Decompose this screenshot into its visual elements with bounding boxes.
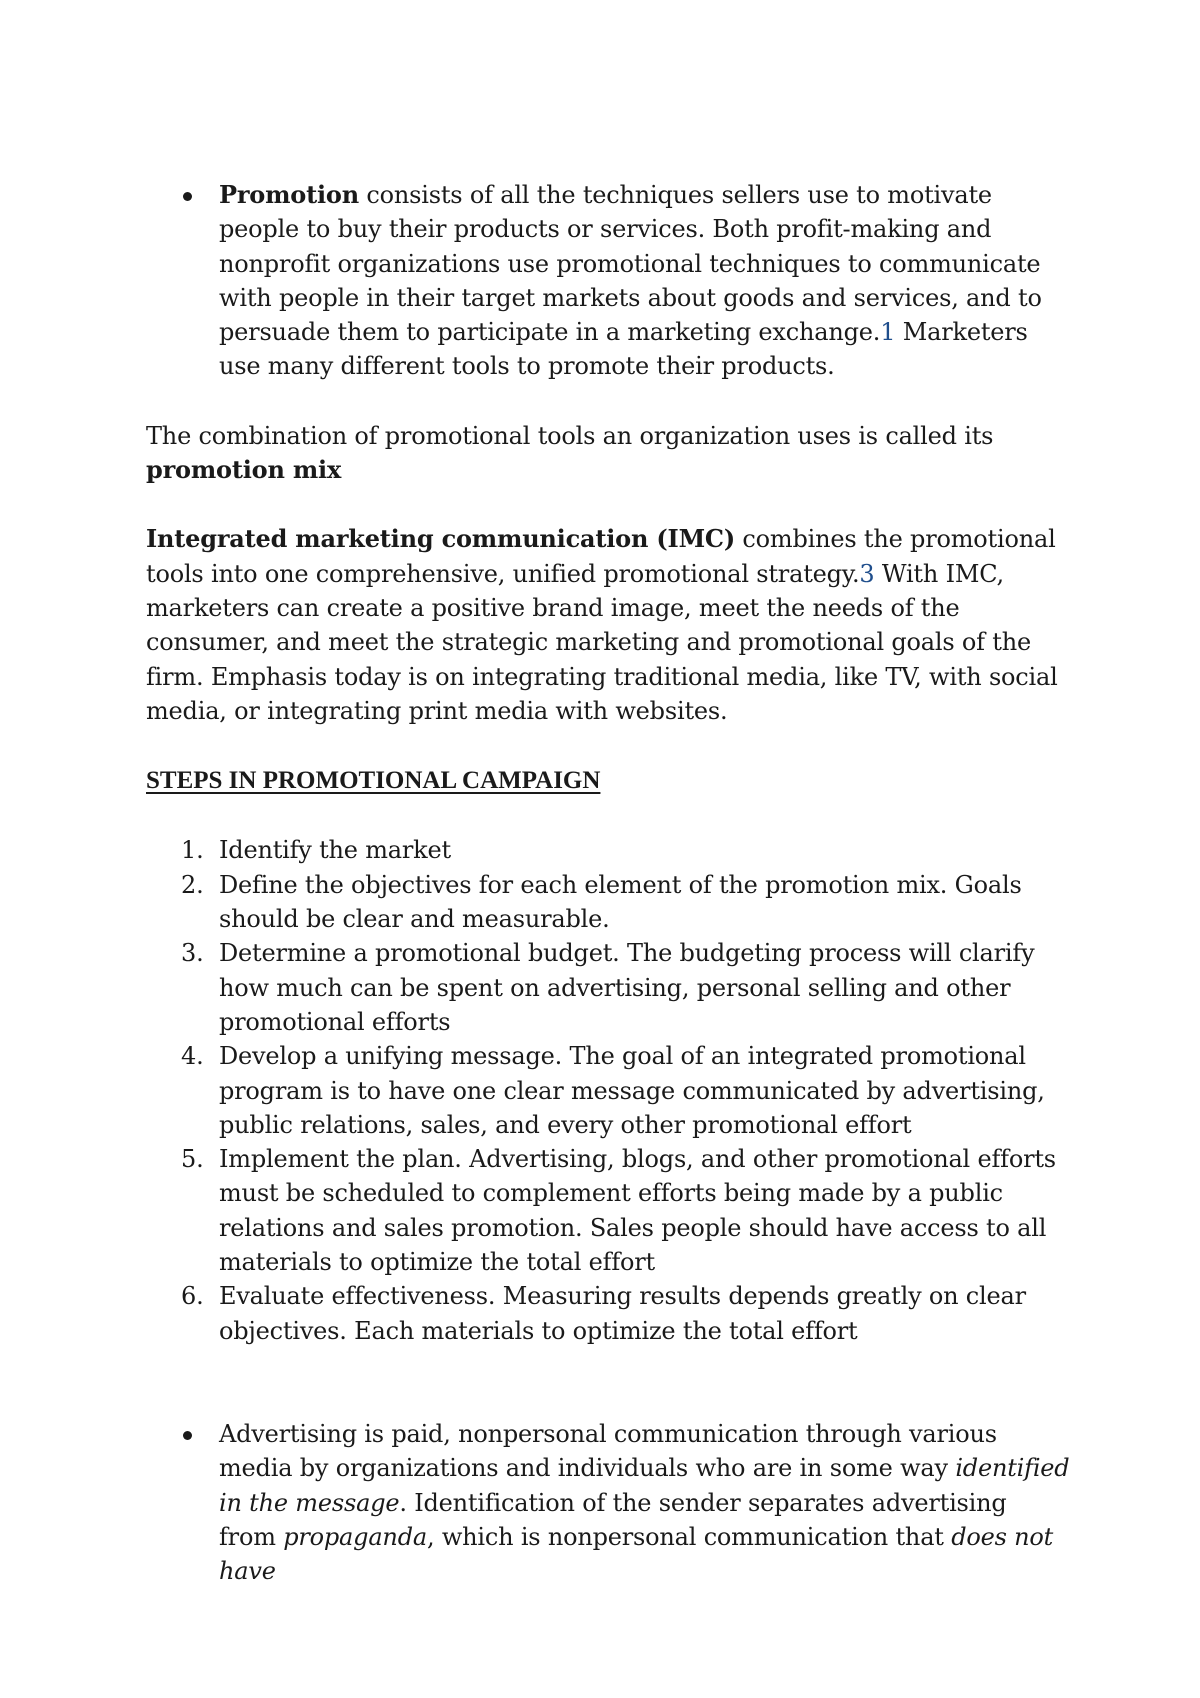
step-text: Define the objectives for each element of the promotion mix. Goals should be clear and measurable.: [219, 870, 1022, 934]
imc-paragraph: [146, 522, 1070, 728]
promotion-text-1: consists of all the techniques sellers use to motivate people to buy their products or services. Both profit-making and nonprofit organizations use promotional techniques to communicate with people in their target markets about goods and services, and to persuade them to participate in a marketing exchange.: [219, 181, 1042, 347]
step-text: Identify the market: [219, 836, 451, 865]
imc-term: Integrated marketing communication (IMC): [146, 524, 735, 554]
bullet-dot-icon: [183, 192, 192, 201]
steps-list: [146, 833, 1070, 1347]
promotion-term: Promotion: [219, 180, 359, 209]
step-text: Determine a promotional budget. The budgeting process will clarify how much can be spent on advertising, personal selling and other promotional efforts: [219, 939, 1035, 1036]
bullet-dot-icon: [183, 1431, 192, 1440]
step-item: [181, 1279, 1070, 1348]
step-item: [181, 1142, 1070, 1279]
promotion-bullet-item: [219, 178, 1070, 384]
advertising-text-2: . Identification of the sender separates advertising from: [219, 1488, 1007, 1551]
step-number: 1.: [181, 836, 204, 865]
imc-text-2: With IMC, marketers can create a positive brand image, meet the needs of the consumer, and meet the strategic marketing and promotional goals of the firm. Emphasis today is on integrating traditional media, like TV, with social media, or integrating print media with websites.: [146, 559, 1058, 725]
advertising-italic-3: does not have: [219, 1522, 1054, 1586]
advertising-italic-1: identified in the message: [219, 1454, 1070, 1517]
steps-heading-paragraph: [146, 763, 1070, 798]
advertising-italic-2: propaganda: [283, 1522, 427, 1551]
step-item: [181, 833, 1070, 867]
promotion-mix-term: promotion mix: [146, 455, 342, 485]
step-number: 3.: [181, 939, 204, 968]
promotion-text-2: Marketers use many different tools to promote their products.: [219, 318, 1028, 381]
step-text: Develop a unifying message. The goal of an integrated promotional program is to have one clear message communicated by advertising, public relations, sales, and every other promotional effort: [219, 1042, 1045, 1139]
steps-heading: STEPS IN PROMOTIONAL CAMPAIGN: [146, 767, 601, 795]
step-number: 5.: [181, 1145, 204, 1174]
step-text: Implement the plan. Advertising, blogs, and other promotional efforts must be scheduled to complement efforts being made by a public relations and sales promotion. Sales people should have access to all materials to optimize the total effort: [219, 1145, 1056, 1277]
advertising-bullet-item: [219, 1417, 1070, 1588]
step-number: 4.: [181, 1042, 204, 1071]
advertising-text-1: Advertising is paid, nonpersonal communication through various media by organizations and individuals who are in some way: [219, 1419, 997, 1483]
document-body: [146, 178, 1070, 1588]
step-text: Evaluate effectiveness. Measuring results depends greatly on clear objectives. Each materials to optimize the total effort: [219, 1282, 1026, 1345]
promotion-bullet-list: [146, 178, 1070, 384]
step-number: 2.: [181, 870, 204, 899]
step-item: [181, 868, 1070, 937]
footnote-ref-3[interactable]: 3: [859, 559, 875, 588]
promotion-mix-paragraph: [146, 419, 1070, 488]
footnote-ref-1[interactable]: 1: [880, 318, 896, 347]
promotion-mix-text: The combination of promotional tools an organization uses is called its: [146, 421, 994, 450]
imc-text-1: combines the promotional tools into one comprehensive, unified promotional strategy.: [146, 525, 1056, 588]
advertising-bullet-list: [146, 1417, 1070, 1588]
step-item: [181, 936, 1070, 1039]
step-item: [181, 1039, 1070, 1142]
advertising-text-3: , which is nonpersonal communication that: [426, 1522, 952, 1551]
step-number: 6.: [181, 1282, 204, 1311]
